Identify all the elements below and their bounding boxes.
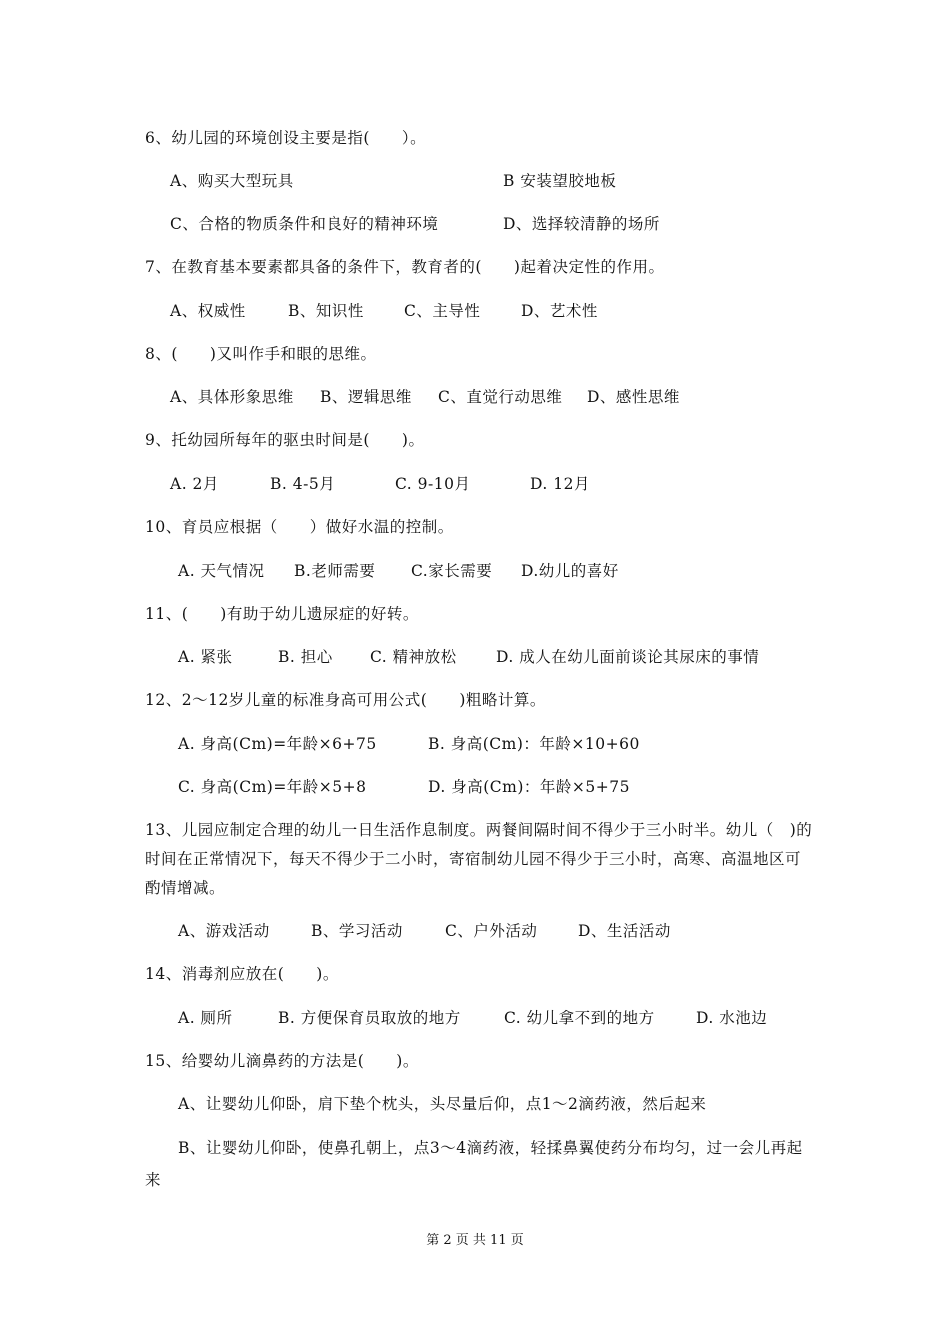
question-14-stem: 14、消毒剂应放在( )。: [145, 965, 339, 983]
question-12-option-d: D. 身高(Cm)：年龄×5+75: [428, 778, 630, 796]
question-9-option-a: A. 2月: [170, 475, 219, 493]
question-15-option-b: B、让婴幼儿仰卧，使鼻孔朝上，点3～4滴药液，轻揉鼻翼使药分布均匀，过一会儿再起来: [145, 1139, 803, 1189]
question-13-option-c: C、户外活动: [445, 922, 538, 940]
question-9-stem: 9、托幼园所每年的驱虫时间是( )。: [145, 431, 425, 449]
question-11-option-c: C. 精神放松: [370, 648, 457, 666]
question-8-stem: 8、( )又叫作手和眼的思维。: [145, 345, 377, 363]
question-9-option-d: D. 12月: [530, 475, 590, 493]
question-9-option-b: B. 4-5月: [270, 475, 336, 493]
question-13-option-a: A、游戏活动: [178, 922, 270, 940]
question-6-stem: 6、幼儿园的环境创设主要是指( ）。: [145, 129, 427, 147]
question-7-option-d: D、艺术性: [521, 302, 598, 320]
question-6-option-c: C、合格的物质条件和良好的精神环境: [170, 215, 439, 233]
question-15-stem: 15、给婴幼儿滴鼻药的方法是( )。: [145, 1052, 419, 1070]
question-6-option-b: B 安装望胶地板: [503, 172, 617, 190]
question-10-option-a: A. 天气情况: [178, 562, 265, 580]
question-8-option-c: C、直觉行动思维: [438, 388, 563, 406]
question-7-stem: 7、在教育基本要素都具备的条件下，教育者的( )起着决定性的作用。: [145, 258, 665, 276]
question-10-option-b: B.老师需要: [294, 562, 376, 580]
question-13-option-d: D、生活活动: [578, 922, 671, 940]
question-11-stem: 11、( )有助于幼儿遗尿症的好转。: [145, 605, 419, 623]
question-8-option-b: B、逻辑思维: [320, 388, 412, 406]
question-10-option-d: D.幼儿的喜好: [521, 562, 619, 580]
question-10-stem: 10、育员应根据（ ）做好水温的控制。: [145, 518, 454, 536]
question-7-option-c: C、主导性: [404, 302, 481, 320]
question-12-stem: 12、2～12岁儿童的标准身高可用公式( )粗略计算。: [145, 691, 546, 709]
question-13-stem: 13、儿园应制定合理的幼儿一日生活作息制度。两餐间隔时间不得少于三小时半。幼儿（ )的时间在正常情况下，每天不得少于二小时，寄宿制幼儿园不得少于三小时，高寒、高温地区可酌情增减。: [145, 821, 813, 897]
question-7-option-a: A、权威性: [170, 302, 246, 320]
question-14-option-c: C. 幼儿拿不到的地方: [504, 1009, 655, 1027]
question-11-option-b: B. 担心: [278, 648, 333, 666]
question-9-option-c: C. 9-10月: [395, 475, 471, 493]
question-14-option-d: D. 水池边: [696, 1009, 768, 1027]
question-15-option-a: A、让婴幼儿仰卧，肩下垫个枕头，头尽量后仰，点1～2滴药液，然后起来: [178, 1095, 707, 1113]
question-8-option-d: D、感性思维: [587, 388, 680, 406]
question-11-option-d: D. 成人在幼儿面前谈论其尿床的事情: [496, 648, 760, 666]
question-10-option-c: C.家长需要: [411, 562, 493, 580]
question-11-option-a: A. 紧张: [178, 648, 233, 666]
question-13-option-b: B、学习活动: [311, 922, 403, 940]
question-14-option-b: B. 方便保育员取放的地方: [278, 1009, 461, 1027]
question-7-option-b: B、知识性: [288, 302, 364, 320]
question-14-option-a: A. 厕所: [178, 1009, 233, 1027]
question-6-option-d: D、选择较清静的场所: [503, 215, 660, 233]
question-12-option-a: A. 身高(Cm)=年龄×6+75: [178, 735, 377, 753]
question-8-option-a: A、具体形象思维: [170, 388, 294, 406]
page-footer: 第 2 页 共 11 页: [426, 1233, 524, 1248]
question-12-option-c: C. 身高(Cm)=年龄×5+8: [178, 778, 367, 796]
question-6-option-a: A、购买大型玩具: [170, 172, 294, 190]
question-12-option-b: B. 身高(Cm)：年龄×10+60: [428, 735, 640, 753]
